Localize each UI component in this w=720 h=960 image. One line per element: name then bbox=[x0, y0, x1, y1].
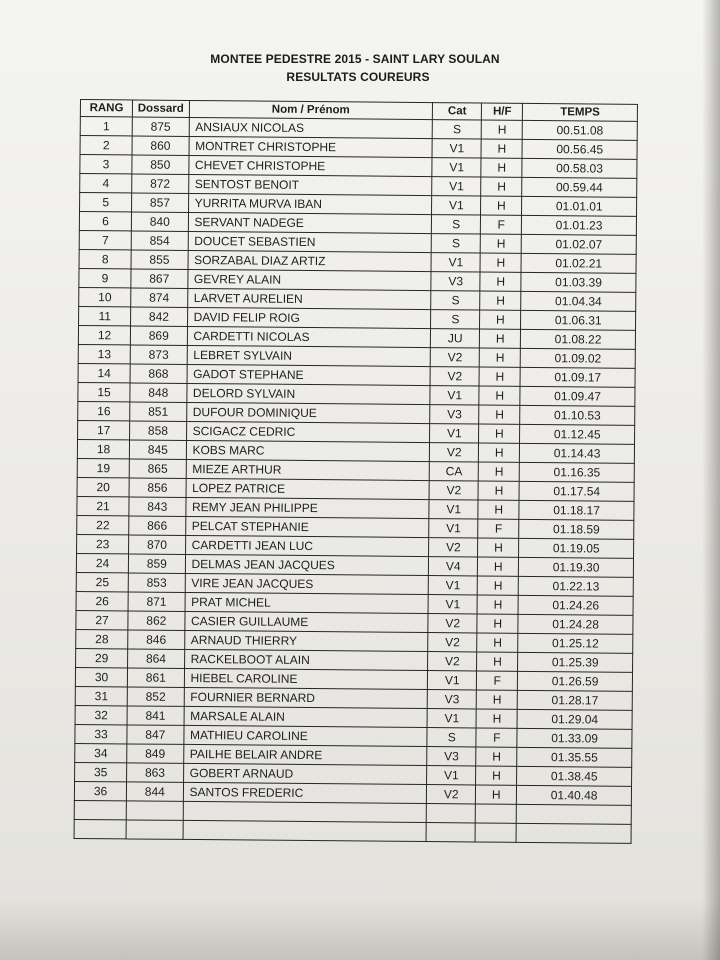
cell-hf bbox=[475, 823, 516, 842]
cell-rang: 10 bbox=[79, 287, 131, 306]
cell-dossard: 875 bbox=[132, 117, 188, 136]
cell-cat: V1 bbox=[428, 671, 477, 690]
cell-rang: 32 bbox=[75, 705, 127, 724]
cell-rang: 25 bbox=[76, 572, 128, 591]
cell-cat: V2 bbox=[429, 538, 478, 557]
cell-cat: V2 bbox=[428, 652, 477, 671]
cell-hf: H bbox=[477, 595, 518, 614]
cell-temps: 01.18.17 bbox=[519, 500, 634, 520]
cell-cat: S bbox=[427, 728, 476, 747]
cell-temps: 01.01.01 bbox=[522, 196, 637, 216]
cell-dossard: 870 bbox=[129, 535, 185, 554]
cell-dossard bbox=[126, 820, 182, 839]
cell-dossard: 847 bbox=[127, 725, 183, 744]
cell-nom: GOBERT ARNAUD bbox=[183, 763, 427, 784]
column-header-nom: Nom / Prénom bbox=[189, 100, 433, 119]
cell-dossard: 843 bbox=[129, 497, 185, 516]
cell-nom: DUFOUR DOMINIQUE bbox=[186, 402, 430, 423]
cell-nom: LARVET AURELIEN bbox=[187, 288, 431, 309]
cell-rang: 36 bbox=[74, 781, 126, 800]
cell-cat: CA bbox=[429, 462, 478, 481]
cell-temps: 01.25.39 bbox=[518, 652, 633, 672]
cell-dossard: 871 bbox=[128, 592, 184, 611]
cell-nom: MONTRET CHRISTOPHE bbox=[189, 136, 433, 157]
cell-rang: 13 bbox=[78, 344, 130, 363]
cell-rang: 22 bbox=[77, 515, 129, 534]
cell-hf: H bbox=[482, 120, 523, 139]
cell-temps: 01.19.05 bbox=[519, 538, 634, 558]
cell-temps bbox=[516, 823, 631, 843]
cell-dossard: 872 bbox=[132, 174, 188, 193]
cell-dossard: 860 bbox=[132, 136, 188, 155]
cell-rang: 16 bbox=[78, 401, 130, 420]
cell-rang: 15 bbox=[78, 382, 130, 401]
cell-rang: 5 bbox=[80, 193, 132, 212]
cell-temps: 01.26.59 bbox=[518, 671, 633, 691]
cell-hf: H bbox=[480, 348, 521, 367]
cell-cat bbox=[426, 804, 475, 823]
cell-nom bbox=[183, 820, 427, 841]
cell-dossard: 849 bbox=[127, 744, 183, 763]
cell-hf: H bbox=[476, 747, 517, 766]
cell-temps: 01.25.12 bbox=[518, 633, 633, 653]
cell-hf: H bbox=[479, 462, 520, 481]
cell-hf: H bbox=[479, 424, 520, 443]
cell-hf: H bbox=[476, 766, 517, 785]
cell-dossard: 850 bbox=[132, 155, 188, 174]
cell-temps bbox=[517, 804, 632, 824]
cell-temps: 01.17.54 bbox=[519, 481, 634, 501]
cell-temps: 01.06.31 bbox=[521, 310, 636, 330]
cell-hf: H bbox=[480, 291, 521, 310]
cell-cat: V1 bbox=[430, 386, 479, 405]
cell-temps: 01.01.23 bbox=[522, 215, 637, 235]
cell-rang: 14 bbox=[78, 363, 130, 382]
cell-nom: PELCAT STEPHANIE bbox=[185, 516, 429, 537]
cell-cat: V3 bbox=[427, 690, 476, 709]
cell-temps: 01.24.26 bbox=[518, 595, 633, 615]
cell-rang bbox=[74, 819, 126, 838]
cell-dossard: 869 bbox=[131, 326, 187, 345]
cell-cat: V1 bbox=[430, 424, 479, 443]
cell-nom: GEVREY ALAIN bbox=[187, 269, 431, 290]
cell-cat: V1 bbox=[432, 177, 481, 196]
cell-cat: V2 bbox=[427, 785, 476, 804]
cell-dossard: 855 bbox=[131, 250, 187, 269]
cell-dossard: 863 bbox=[127, 763, 183, 782]
cell-temps: 01.22.13 bbox=[518, 576, 633, 596]
cell-nom bbox=[183, 801, 427, 822]
cell-temps: 00.59.44 bbox=[522, 177, 637, 197]
cell-temps: 01.16.35 bbox=[519, 462, 634, 482]
cell-nom: HIEBEL CAROLINE bbox=[184, 668, 428, 689]
cell-nom: PAILHE BELAIR ANDRE bbox=[183, 744, 427, 765]
cell-dossard: 846 bbox=[128, 630, 184, 649]
cell-dossard: 859 bbox=[129, 554, 185, 573]
cell-nom: PRAT MICHEL bbox=[185, 592, 429, 613]
cell-hf: H bbox=[478, 557, 519, 576]
cell-cat bbox=[426, 823, 475, 842]
cell-cat: S bbox=[432, 215, 481, 234]
cell-temps: 01.10.53 bbox=[520, 405, 635, 425]
cell-dossard: 861 bbox=[128, 668, 184, 687]
cell-cat: V2 bbox=[430, 348, 479, 367]
cell-nom: LOPEZ PATRICE bbox=[186, 478, 430, 499]
cell-nom: SERVANT NADEGE bbox=[188, 212, 432, 233]
cell-cat: V4 bbox=[429, 557, 478, 576]
cell-rang: 19 bbox=[77, 458, 129, 477]
cell-dossard: 857 bbox=[132, 193, 188, 212]
cell-hf: H bbox=[479, 367, 520, 386]
cell-nom: ARNAUD THIERRY bbox=[184, 630, 428, 651]
cell-nom: CASIER GUILLAUME bbox=[184, 611, 428, 632]
cell-rang: 9 bbox=[79, 268, 131, 287]
cell-dossard: 866 bbox=[129, 516, 185, 535]
cell-nom: YURRITA MURVA IBAN bbox=[188, 193, 432, 214]
cell-nom: MATHIEU CAROLINE bbox=[183, 725, 427, 746]
cell-hf: H bbox=[477, 633, 518, 652]
cell-dossard: 862 bbox=[128, 611, 184, 630]
cell-dossard: 852 bbox=[127, 687, 183, 706]
results-table bbox=[74, 99, 638, 844]
cell-rang: 11 bbox=[79, 306, 131, 325]
cell-hf: H bbox=[480, 272, 521, 291]
cell-nom: MARSALE ALAIN bbox=[184, 706, 428, 727]
cell-temps: 01.35.55 bbox=[517, 747, 632, 767]
cell-hf: H bbox=[481, 139, 522, 158]
cell-dossard: 848 bbox=[130, 383, 186, 402]
cell-nom: ANSIAUX NICOLAS bbox=[189, 117, 433, 138]
cell-hf: H bbox=[476, 785, 517, 804]
results-table-wrapper bbox=[74, 99, 638, 844]
cell-rang: 1 bbox=[80, 117, 132, 136]
cell-hf: H bbox=[477, 690, 518, 709]
cell-cat: V1 bbox=[429, 500, 478, 519]
cell-dossard: 853 bbox=[128, 573, 184, 592]
cell-dossard: 851 bbox=[130, 402, 186, 421]
cell-rang: 30 bbox=[75, 667, 127, 686]
cell-temps: 01.02.07 bbox=[521, 234, 636, 254]
cell-hf: H bbox=[480, 253, 521, 272]
cell-hf: H bbox=[476, 709, 517, 728]
cell-rang: 17 bbox=[78, 420, 130, 439]
cell-nom: CHEVET CHRISTOPHE bbox=[188, 155, 432, 176]
cell-cat: V2 bbox=[429, 481, 478, 500]
cell-nom: SANTOS FREDERIC bbox=[183, 782, 427, 803]
cell-hf: H bbox=[481, 177, 522, 196]
cell-temps: 01.14.43 bbox=[520, 443, 635, 463]
cell-hf: F bbox=[477, 671, 518, 690]
cell-rang: 28 bbox=[76, 629, 128, 648]
cell-cat: V2 bbox=[430, 443, 479, 462]
cell-temps: 00.51.08 bbox=[522, 120, 637, 140]
cell-rang: 26 bbox=[76, 591, 128, 610]
cell-cat: V1 bbox=[427, 709, 476, 728]
cell-dossard: 867 bbox=[131, 269, 187, 288]
cell-hf: H bbox=[479, 405, 520, 424]
cell-temps: 01.24.28 bbox=[518, 614, 633, 634]
cell-temps: 01.29.04 bbox=[517, 709, 632, 729]
cell-rang: 6 bbox=[79, 212, 131, 231]
cell-temps: 01.08.22 bbox=[521, 329, 636, 349]
cell-rang: 34 bbox=[75, 743, 127, 762]
column-header-cat: Cat bbox=[433, 103, 482, 120]
cell-temps: 01.19.30 bbox=[519, 557, 634, 577]
cell-rang: 20 bbox=[77, 477, 129, 496]
cell-rang: 35 bbox=[75, 762, 127, 781]
cell-temps: 01.33.09 bbox=[517, 728, 632, 748]
cell-hf: F bbox=[476, 728, 517, 747]
cell-cat: V1 bbox=[432, 139, 481, 158]
cell-dossard: 858 bbox=[130, 421, 186, 440]
cell-nom: SCIGACZ CEDRIC bbox=[186, 421, 430, 442]
cell-cat: V1 bbox=[432, 158, 481, 177]
cell-cat: S bbox=[431, 234, 480, 253]
cell-cat: V1 bbox=[428, 576, 477, 595]
cell-nom: LEBRET SYLVAIN bbox=[187, 345, 431, 366]
cell-hf: H bbox=[478, 500, 519, 519]
cell-rang bbox=[74, 800, 126, 819]
cell-dossard: 845 bbox=[130, 440, 186, 459]
cell-nom: MIEZE ARTHUR bbox=[186, 459, 430, 480]
cell-cat: V1 bbox=[432, 196, 481, 215]
cell-temps: 00.56.45 bbox=[522, 139, 637, 159]
cell-hf: H bbox=[481, 158, 522, 177]
cell-hf: H bbox=[478, 576, 519, 595]
column-header-rang: RANG bbox=[80, 100, 132, 117]
paper-bottom-shadow bbox=[0, 900, 720, 960]
cell-cat: S bbox=[431, 310, 480, 329]
cell-rang: 24 bbox=[76, 553, 128, 572]
cell-nom: VIRE JEAN JACQUES bbox=[185, 573, 429, 594]
cell-dossard: 874 bbox=[131, 288, 187, 307]
page-subtitle: RESULTATS COUREURS bbox=[286, 70, 430, 84]
results-body bbox=[74, 117, 637, 844]
column-header-dossard: Dossard bbox=[133, 100, 189, 117]
cell-nom: DELMAS JEAN JACQUES bbox=[185, 554, 429, 575]
cell-dossard: 868 bbox=[130, 364, 186, 383]
cell-rang: 4 bbox=[80, 174, 132, 193]
cell-dossard: 840 bbox=[132, 212, 188, 231]
cell-nom: DAVID FELIP ROIG bbox=[187, 307, 431, 328]
cell-rang: 2 bbox=[80, 136, 132, 155]
cell-rang: 12 bbox=[78, 325, 130, 344]
cell-rang: 27 bbox=[76, 610, 128, 629]
cell-nom: RACKELBOOT ALAIN bbox=[184, 649, 428, 670]
cell-cat: V3 bbox=[431, 272, 480, 291]
cell-rang: 18 bbox=[77, 439, 129, 458]
cell-temps: 01.40.48 bbox=[517, 785, 632, 805]
cell-rang: 8 bbox=[79, 249, 131, 268]
cell-hf: H bbox=[480, 329, 521, 348]
cell-hf bbox=[476, 804, 517, 823]
cell-hf: H bbox=[479, 386, 520, 405]
cell-hf: F bbox=[481, 215, 522, 234]
cell-nom: SORZABAL DIAZ ARTIZ bbox=[188, 250, 432, 271]
cell-hf: H bbox=[477, 652, 518, 671]
cell-cat: V3 bbox=[427, 747, 476, 766]
cell-temps: 01.03.39 bbox=[521, 272, 636, 292]
cell-nom: REMY JEAN PHILIPPE bbox=[185, 497, 429, 518]
cell-temps: 01.28.17 bbox=[518, 690, 633, 710]
cell-temps: 01.12.45 bbox=[520, 424, 635, 444]
cell-rang: 21 bbox=[77, 496, 129, 515]
cell-nom: CARDETTI NICOLAS bbox=[187, 326, 431, 347]
cell-cat: V3 bbox=[430, 405, 479, 424]
cell-cat: S bbox=[432, 120, 481, 139]
cell-temps: 01.09.47 bbox=[520, 386, 635, 406]
cell-temps: 01.04.34 bbox=[521, 291, 636, 311]
cell-dossard: 864 bbox=[128, 649, 184, 668]
cell-dossard: 842 bbox=[131, 307, 187, 326]
cell-nom: DOUCET SEBASTIEN bbox=[188, 231, 432, 252]
cell-temps: 01.09.17 bbox=[520, 367, 635, 387]
cell-dossard: 854 bbox=[131, 231, 187, 250]
cell-hf: H bbox=[479, 443, 520, 462]
cell-dossard: 865 bbox=[129, 459, 185, 478]
cell-temps: 01.18.59 bbox=[519, 519, 634, 539]
cell-cat: V1 bbox=[427, 766, 476, 785]
cell-dossard: 844 bbox=[127, 782, 183, 801]
cell-temps: 00.58.03 bbox=[522, 158, 637, 178]
cell-dossard: 856 bbox=[129, 478, 185, 497]
cell-rang: 31 bbox=[75, 686, 127, 705]
cell-cat: V1 bbox=[428, 595, 477, 614]
cell-hf: F bbox=[478, 519, 519, 538]
cell-cat: V2 bbox=[428, 614, 477, 633]
cell-cat: JU bbox=[431, 329, 480, 348]
cell-cat: S bbox=[431, 291, 480, 310]
cell-rang: 29 bbox=[76, 648, 128, 667]
cell-temps: 01.09.02 bbox=[520, 348, 635, 368]
page-title: MONTEE PEDESTRE 2015 - SAINT LARY SOULAN bbox=[210, 52, 500, 66]
cell-hf: H bbox=[480, 310, 521, 329]
cell-rang: 3 bbox=[80, 155, 132, 174]
cell-nom: DELORD SYLVAIN bbox=[186, 383, 430, 404]
cell-hf: H bbox=[481, 196, 522, 215]
cell-rang: 7 bbox=[79, 230, 131, 249]
column-header-hf: H/F bbox=[482, 103, 523, 120]
cell-nom: GADOT STEPHANE bbox=[187, 364, 431, 385]
cell-hf: H bbox=[478, 538, 519, 557]
cell-nom: KOBS MARC bbox=[186, 440, 430, 461]
column-header-temps: TEMPS bbox=[523, 103, 638, 121]
cell-rang: 23 bbox=[77, 534, 129, 553]
cell-rang: 33 bbox=[75, 724, 127, 743]
cell-nom: SENTOST BENOIT bbox=[188, 174, 432, 195]
cell-nom: FOURNIER BERNARD bbox=[184, 687, 428, 708]
cell-temps: 01.38.45 bbox=[517, 766, 632, 786]
cell-cat: V2 bbox=[428, 633, 477, 652]
cell-cat: V2 bbox=[430, 367, 479, 386]
cell-temps: 01.02.21 bbox=[521, 253, 636, 273]
paper-shadow bbox=[702, 0, 720, 960]
cell-dossard: 873 bbox=[130, 345, 186, 364]
cell-hf: H bbox=[478, 481, 519, 500]
cell-cat: V1 bbox=[431, 253, 480, 272]
cell-hf: H bbox=[477, 614, 518, 633]
cell-cat: V1 bbox=[429, 519, 478, 538]
cell-dossard: 841 bbox=[127, 706, 183, 725]
cell-hf: H bbox=[481, 234, 522, 253]
cell-dossard bbox=[126, 801, 182, 820]
cell-nom: CARDETTI JEAN LUC bbox=[185, 535, 429, 556]
